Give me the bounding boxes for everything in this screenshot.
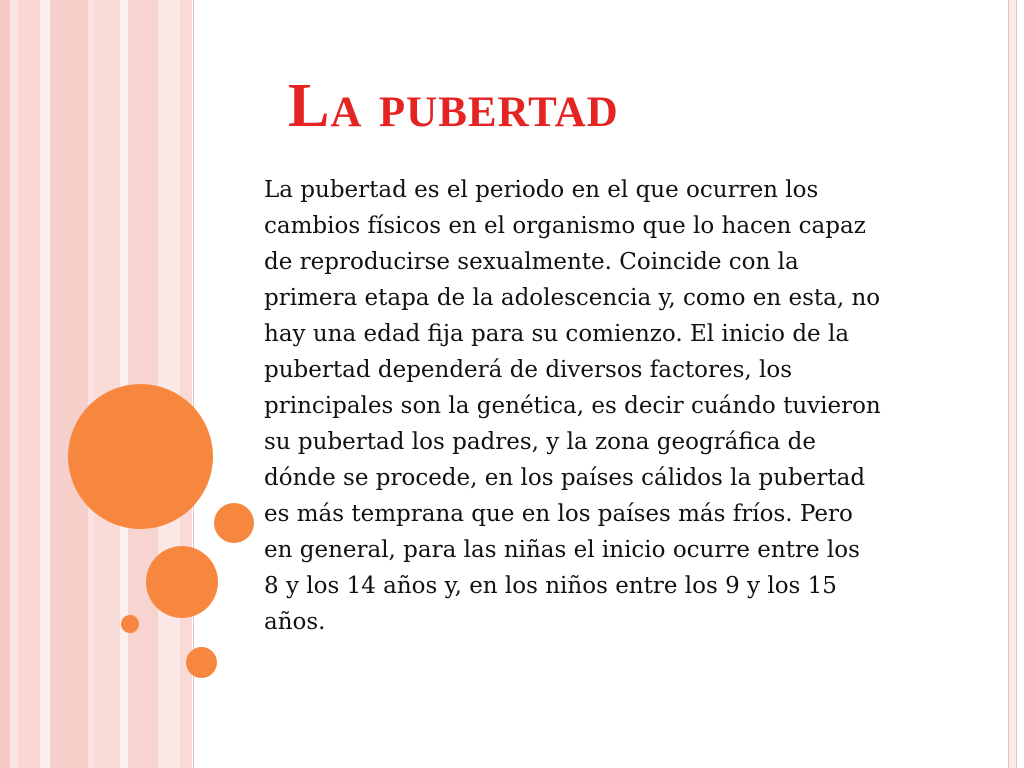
decorative-stripe <box>94 0 120 768</box>
body-text-line: pubertad dependerá de diversos factores, los <box>264 357 793 383</box>
body-text-line: La pubertad es el periodo en el que ocurren los <box>264 177 819 203</box>
decorative-circle <box>214 503 254 543</box>
body-text-line: primera etapa de la adolescencia y, como en esta, no <box>264 285 881 311</box>
slide-title: La pubertad <box>288 72 619 140</box>
decorative-circle <box>146 546 218 618</box>
decorative-stripe <box>40 0 50 768</box>
body-text-line: 8 y los 14 años y, en los niños entre los 9 y los 15 <box>264 573 837 599</box>
decorative-line <box>1016 0 1017 768</box>
decorative-circle <box>186 647 217 678</box>
body-text-line: hay una edad fija para su comienzo. El inicio de la <box>264 321 850 347</box>
decorative-stripe <box>158 0 180 768</box>
decorative-stripe <box>50 0 88 768</box>
decorative-stripe <box>18 0 40 768</box>
body-text-line: de reproducirse sexualmente. Coincide con la <box>264 249 799 275</box>
decorative-line <box>1008 0 1009 768</box>
decorative-right-band <box>1009 0 1016 768</box>
decorative-circle-small <box>121 615 139 633</box>
decorative-stripe <box>10 0 18 768</box>
decorative-stripe <box>120 0 128 768</box>
body-text-line: principales son la genética, es decir cuándo tuvieron <box>264 393 881 419</box>
body-text-line: es más temprana que en los países más fríos. Pero <box>264 501 853 527</box>
body-text-line: años. <box>264 609 326 635</box>
decorative-circle-large <box>68 384 213 529</box>
body-text-line: dónde se procede, en los países cálidos la pubertad <box>264 465 866 491</box>
decorative-stripe <box>0 0 10 768</box>
body-text-line: su pubertad los padres, y la zona geográfica de <box>264 429 816 455</box>
slide-body-text <box>264 172 994 640</box>
body-text-line: en general, para las niñas el inicio ocurre entre los <box>264 537 860 563</box>
body-text-line: cambios físicos en el organismo que lo hacen capaz <box>264 213 866 239</box>
